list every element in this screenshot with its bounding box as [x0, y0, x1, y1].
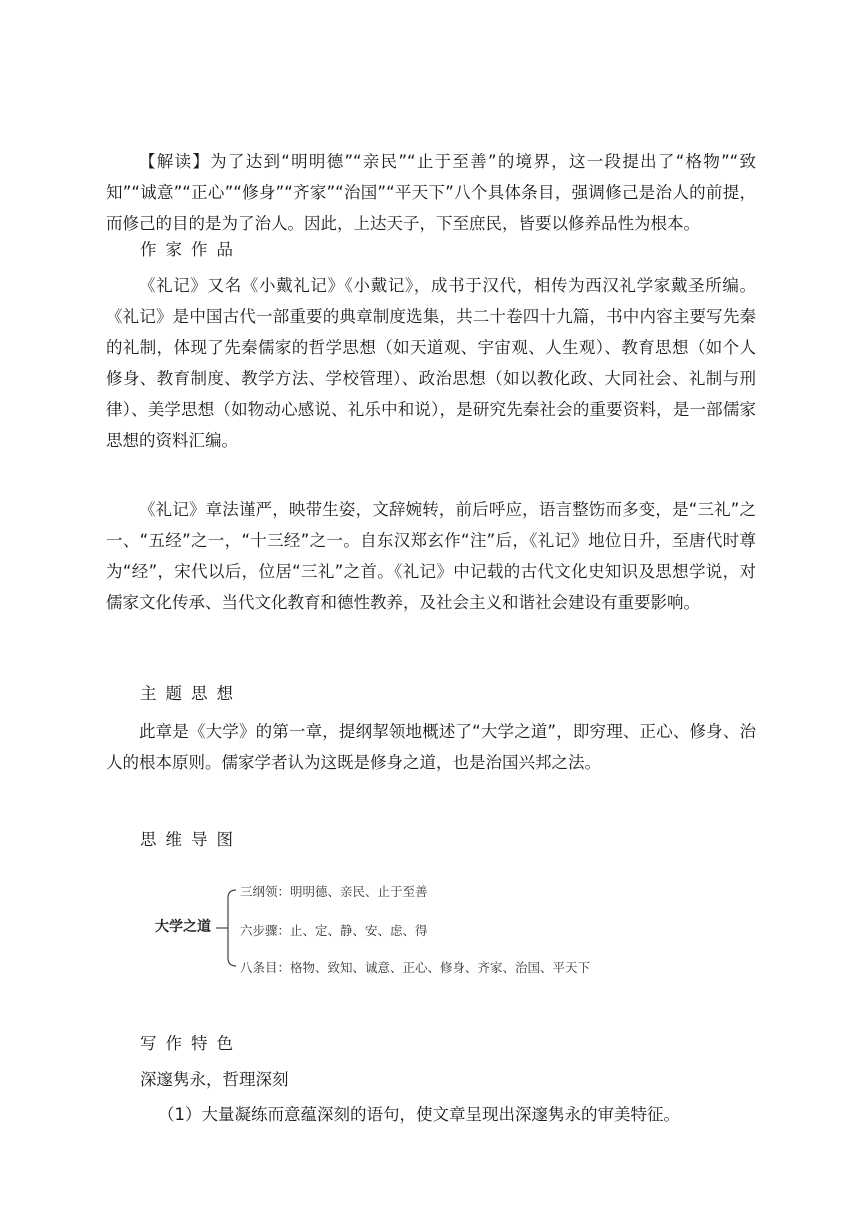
- theme-paragraph: 此章是《大学》的第一章，提纲挈领地概述了“大学之道”，即穷理、正心、修身、治人的根本原则。儒家学者认为这既是修身之道，也是治国兴邦之法。: [106, 722, 756, 772]
- mind-map-branch: 三纲领：明明德、亲民、止于至善: [240, 884, 428, 899]
- theme-heading: 主题思想: [140, 684, 242, 703]
- writing-heading: 写作特色: [140, 1034, 242, 1053]
- author-works-heading: 作家作品: [140, 240, 242, 259]
- mind-map-root: 大学之道: [155, 919, 211, 935]
- author-works-paragraph-1: 《礼记》又名《小戴礼记》《小戴记》，成书于汉代，相传为西汉礼学家戴圣所编。《礼记》是中国古代一部重要的典章制度选集，共二十卷四十九篇，书中内容主要写先秦的礼制，体现了先秦儒家的哲学思想（如天道观、宇宙观、人生观）、教育思想（如个人修身、教育制度、教学方法、学校管理）、政治思想（如以教化政、大同社会、礼制与刑律）、美学思想（如物动心感说、礼乐中和说），是研究先秦社会的重要资料，是一部儒家思想的资料汇编。: [106, 276, 756, 450]
- mind-map-heading: 思维导图: [140, 830, 242, 849]
- mind-map-branch: 八条目：格物、致知、诚意、正心、修身、齐家、治国、平天下: [240, 960, 591, 975]
- author-works-paragraph-2: 《礼记》章法谨严，映带生姿，文辞婉转，前后呼应，语言整饬而多变，是“三礼”之一、“五经”之一，“十三经”之一。自东汉郑玄作“注”后，《礼记》地位日升，至唐代时尊为“经”，宋代以后，位居“三礼”之首。《礼记》中记载的古代文化史知识及思想学说，对儒家文化传承、当代文化教育和德性教养，及社会主义和谐社会建设有重要影响。: [106, 500, 756, 612]
- writing-subheading: 深邃隽永，哲理深刻: [140, 1070, 289, 1089]
- interpretation-paragraph: 【解读】为了达到“明明德”“亲民”“止于至善”的境界，这一段提出了“格物”“致知”“诚意”“正心”“修身”“齐家”“治国”“平天下”八个具体条目，强调修己是治人的前提，而修己的目的是为了治人。因此，上达天子，下至庶民，皆要以修养品性为根本。: [106, 152, 756, 233]
- mind-map-branch: 六步骤：止、定、静、安、虑、得: [240, 923, 428, 938]
- writing-point-1: （1）大量凝练而意蕴深刻的语句，使文章呈现出深邃隽永的审美特征。: [158, 1105, 680, 1124]
- mind-map: [150, 870, 620, 980]
